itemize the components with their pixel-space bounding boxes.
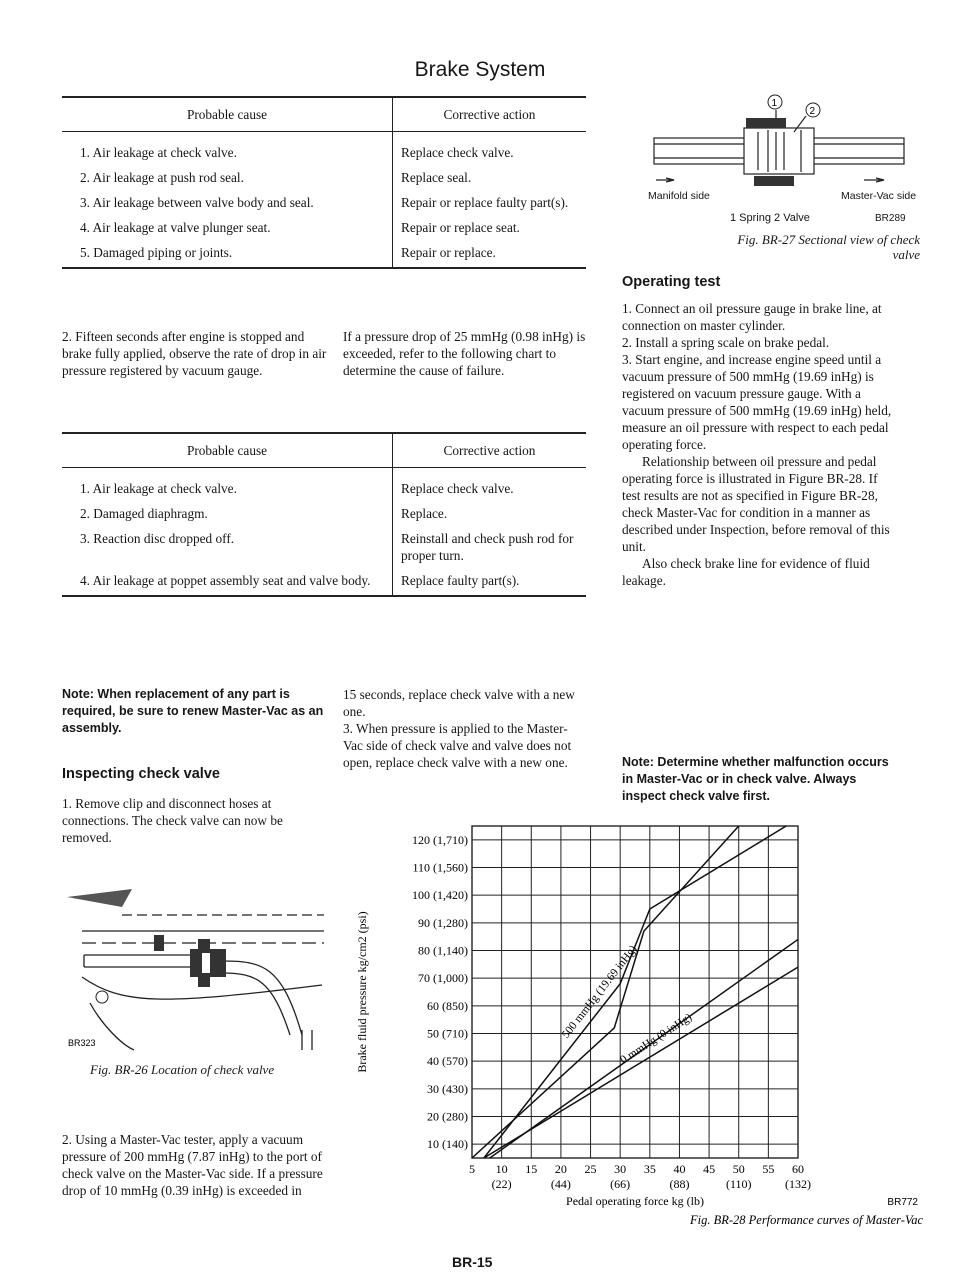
heading-inspecting-check-valve: Inspecting check valve — [62, 766, 220, 782]
table2-row — [62, 468, 586, 504]
table1-cause: 1. Air leakage at check valve. — [80, 145, 237, 160]
cause-table-2 — [62, 432, 586, 597]
table2-action: Replace check valve. — [393, 468, 587, 504]
fig27-code: BR289 — [875, 213, 906, 224]
table1-row — [62, 167, 586, 192]
chart-y-tick-label: 20 (280) — [427, 1109, 468, 1124]
table2-action: Replace. — [393, 503, 587, 528]
para-inspect-step-3: 3. When pressure is applied to the Master-Vac side of check valve and valve does not open, replace check valve with a new one. — [343, 721, 572, 770]
cause-table-1 — [62, 96, 586, 269]
chart-x-tick-label-lb: (44) — [550, 1177, 571, 1191]
table1-cause: 3. Air leakage between valve body and seal. — [80, 195, 314, 210]
chart-x-tick-label: 10 — [495, 1162, 508, 1176]
table1-col-action: Corrective action — [393, 97, 587, 132]
table1-action: Repair or replace. — [393, 242, 587, 268]
para-inspect-step-1: 1. Remove clip and disconnect hoses at connections. The check valve can now be removed. — [62, 796, 283, 845]
chart-x-tick-label: 15 — [525, 1162, 538, 1176]
chart-y-tick-label: 120 (1,710) — [412, 832, 468, 847]
chart-y-tick-label: 60 (850) — [427, 998, 468, 1013]
heading-operating-test: Operating test — [622, 274, 721, 290]
table2-cause: 3. Reaction disc dropped off. — [80, 531, 235, 546]
table1-cause: 5. Damaged piping or joints. — [80, 245, 233, 260]
clip-callout — [96, 991, 108, 1003]
table1-col-cause: Probable cause — [62, 97, 393, 132]
valve-cap-top — [746, 118, 786, 128]
chart-x-tick-label-lb: (110) — [725, 1177, 752, 1191]
table2-cause: 4. Air leakage at poppet assembly seat and valve body. — [80, 573, 371, 588]
table1-cause: 4. Air leakage at valve plunger seat. — [80, 220, 271, 235]
table1-row — [62, 192, 586, 217]
chart-x-tick-label: 50 — [732, 1162, 745, 1176]
chart-series-label-500mmhg: 500 mmHg (19.69 inHg) — [559, 943, 640, 1041]
table2-action: Reinstall and check push rod for proper turn. — [393, 528, 587, 570]
chart-x-axis-label: Pedal operating force kg (lb) — [566, 1194, 704, 1208]
table1-row — [62, 242, 586, 268]
chart-x-tick-label: 55 — [762, 1162, 775, 1176]
table2-action: Replace faulty part(s). — [393, 570, 587, 596]
chart-figure-code: BR772 — [887, 1197, 918, 1208]
chart-y-tick-label: 70 (1,000) — [418, 971, 468, 986]
para-inspect-continued: 15 seconds, replace check valve with a new one. — [343, 687, 575, 719]
table1-action: Replace check valve. — [393, 132, 587, 168]
chart-y-tick-label: 30 (430) — [427, 1081, 468, 1096]
table1-action: Repair or replace seat. — [393, 217, 587, 242]
chart-x-tick-label: 5 — [469, 1162, 475, 1176]
table2-row — [62, 503, 586, 528]
note-replacement: Note: When replacement of any part is required, be sure to renew Master-Vac as an assembly. — [62, 687, 324, 735]
chart-x-tick-label: 30 — [614, 1162, 627, 1176]
op-also-check: Also check brake line for evidence of fluid leakage. — [622, 556, 870, 588]
chart-series-line-500mmhg-upper — [484, 826, 786, 1158]
op-step-3: 3. Start engine, and increase engine speed until a vacuum pressure of 500 mmHg (19.69 inHg) is registered on vacuum pressure gauge. With a vacuum pressure of 500 mmHg (19.69 inHg) held, measure an oil pressure with respect to each pedal operating force. — [622, 352, 892, 452]
table2-col-cause: Probable cause — [62, 433, 393, 468]
table1-cause: 2. Air leakage at push rod seal. — [80, 170, 244, 185]
chart-y-tick-label: 110 (1,560) — [412, 860, 468, 875]
para-inspect-step-2: 2. Using a Master-Vac tester, apply a vacuum pressure of 200 mmHg (7.87 inHg) to the port of check valve on the Master-Vac side. If a pressure drop of 10 mmHg (0.39 inHg) is exceeded in — [62, 1132, 323, 1198]
table2-row — [62, 528, 586, 570]
table2-row — [62, 570, 586, 596]
chart-x-tick-label-lb: (22) — [491, 1177, 512, 1191]
chart-y-tick-label: 90 (1,280) — [418, 915, 468, 930]
chart-x-tick-label: 20 — [554, 1162, 567, 1176]
para-pressure-drop: If a pressure drop of 25 mmHg (0.98 inHg) is exceeded, refer to the following chart to determine the cause of failure. — [343, 329, 586, 378]
chart-x-tick-label: 35 — [643, 1162, 656, 1176]
chart-plot-frame — [472, 826, 798, 1158]
chart-y-tick-label: 40 (570) — [427, 1054, 468, 1069]
chart-y-tick-label: 80 (1,140) — [418, 943, 468, 958]
chart-series-label-0mmhg: 0 mmHg (0 inHg) — [618, 1011, 695, 1067]
para-fifteen-seconds: 2. Fifteen seconds after engine is stopped and brake fully applied, observe the rate of drop in air pressure registered by vacuum gauge. — [62, 329, 327, 378]
note-determine: Note: Determine whether malfunction occurs in Master-Vac or in check valve. Always inspect check valve first. — [622, 755, 889, 803]
check-valve-location-illustration — [62, 885, 332, 1055]
callout-2: 2 — [809, 106, 816, 117]
fig27-caption: Fig. BR-27 Sectional view of check valve — [737, 232, 920, 262]
valve-cap-bottom — [754, 176, 794, 186]
table1-row — [62, 132, 586, 168]
fig26-caption: Fig. BR-26 Location of check valve — [90, 1062, 275, 1077]
chart-x-tick-label: 45 — [703, 1162, 716, 1176]
chart-x-tick-label: 60 — [792, 1162, 804, 1176]
chart-caption: Fig. BR-28 Performance curves of Master-Vac — [689, 1213, 923, 1227]
page-title: Brake System — [414, 58, 546, 81]
check-valve-section-illustration — [626, 80, 926, 200]
chart-y-axis-label: Brake fluid pressure kg/cm2 (psi) — [355, 911, 369, 1073]
fig27-manifold-side: Manifold side — [648, 190, 710, 202]
fig27-mastervac-side: Master-Vac side — [841, 190, 917, 202]
chart-x-tick-label-lb: (66) — [610, 1177, 631, 1191]
dash-panel-shape — [67, 889, 132, 907]
op-step-2: 2. Install a spring scale on brake pedal. — [622, 335, 830, 350]
op-step-1: 1. Connect an oil pressure gauge in brake line, at connection on master cylinder. — [622, 301, 882, 333]
table2-cause: 2. Damaged diaphragm. — [80, 506, 208, 521]
chart-x-tick-label: 25 — [584, 1162, 597, 1176]
table1-action: Repair or replace faulty part(s). — [393, 192, 587, 217]
performance-curves-chart — [340, 808, 930, 1228]
chart-y-tick-label: 10 (140) — [427, 1137, 468, 1152]
chart-y-tick-label: 50 (710) — [427, 1026, 468, 1041]
fig27-legend: 1 Spring 2 Valve — [730, 212, 810, 224]
chart-y-tick-label: 100 (1,420) — [412, 888, 468, 903]
table1-action: Replace seal. — [393, 167, 587, 192]
page-number: BR-15 — [452, 1254, 493, 1270]
callout-1: 1 — [771, 98, 778, 109]
operating-steps — [622, 300, 896, 589]
table2-cause: 1. Air leakage at check valve. — [80, 481, 237, 496]
chart-x-tick-label-lb: (88) — [669, 1177, 690, 1191]
chart-x-tick-label-lb: (132) — [785, 1177, 811, 1191]
table2-col-action: Corrective action — [393, 433, 587, 468]
chart-x-tick-label: 40 — [673, 1162, 686, 1176]
op-relationship: Relationship between oil pressure and pedal operating force is illustrated in Figure BR-28. If test results are not as specified in Figure BR-28, check Master-Vac for condition in a manner as described under Inspection, before removal of this unit. — [622, 454, 890, 554]
table1-row — [62, 217, 586, 242]
fig26-code: BR323 — [68, 1038, 96, 1048]
